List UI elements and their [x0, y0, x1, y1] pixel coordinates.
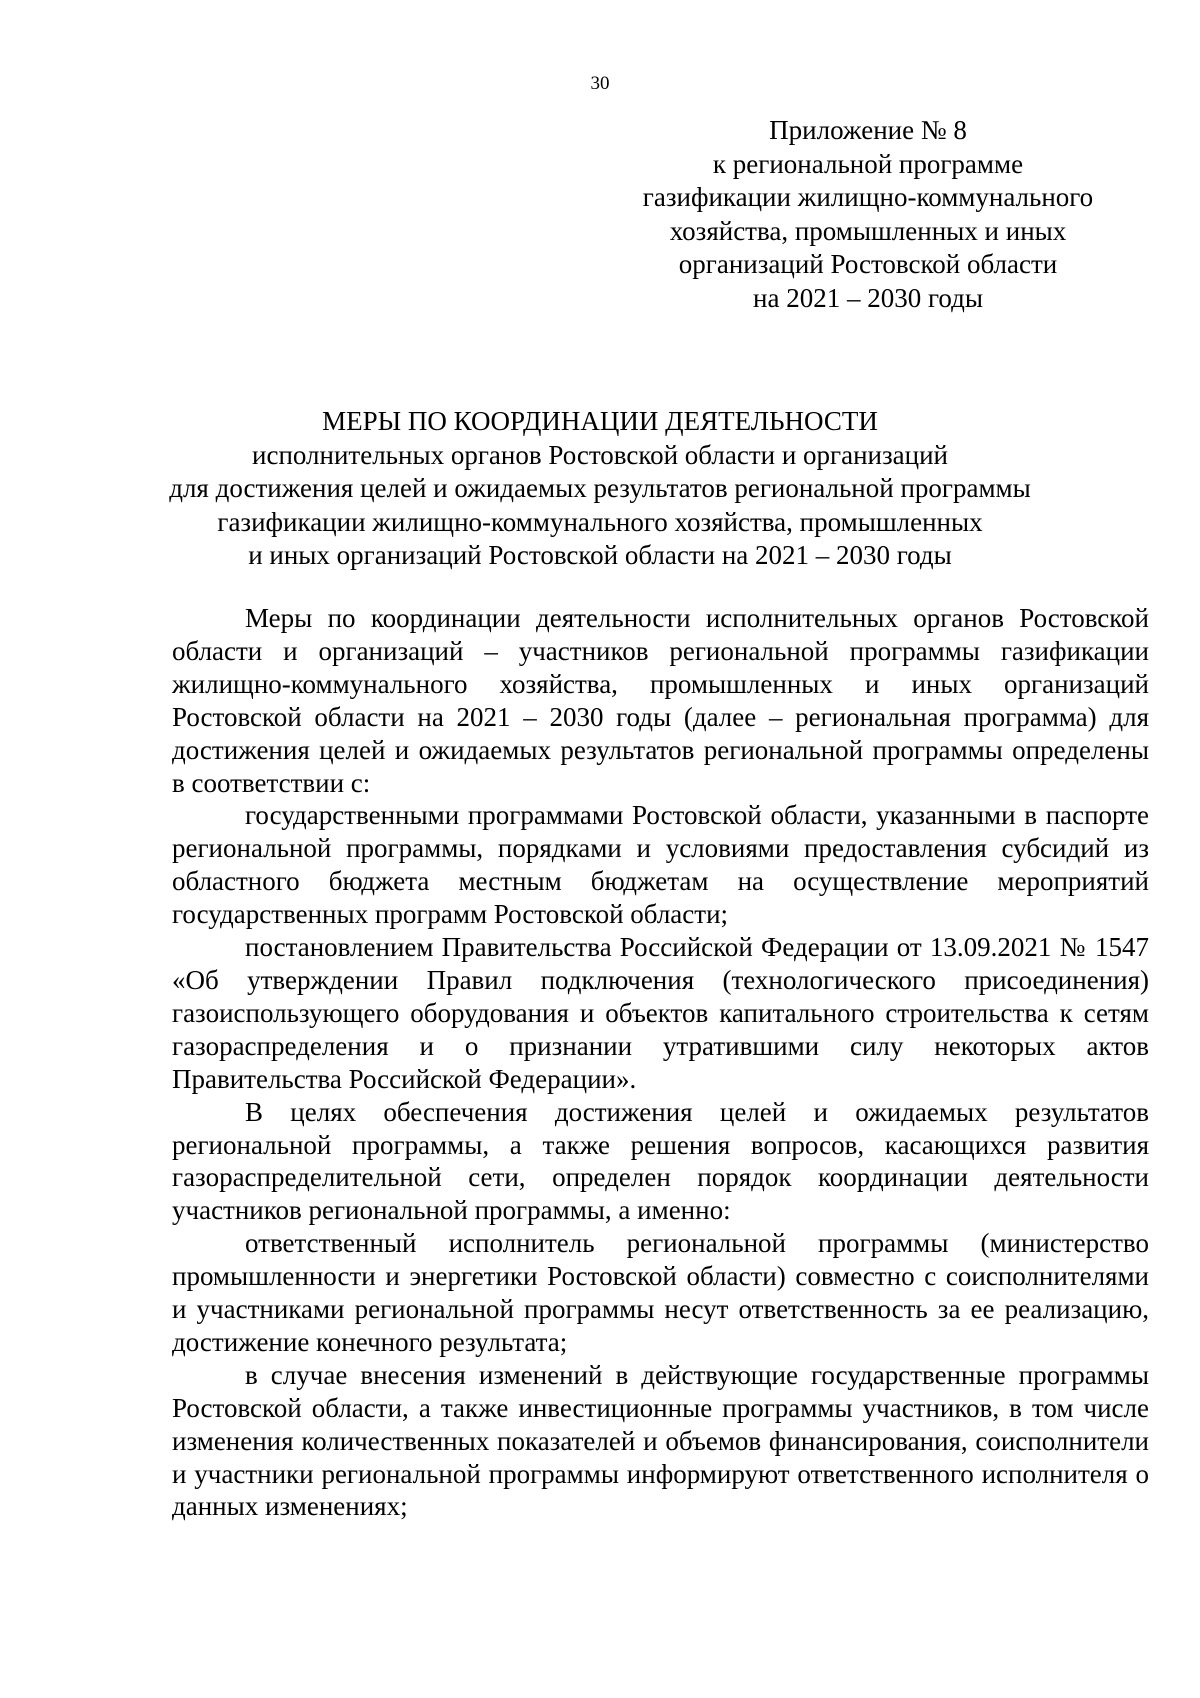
appendix-line: газификации жилищно-коммунального — [642, 182, 1094, 212]
title-subtitle-line: исполнительных органов Ростовской области и организаций — [252, 439, 948, 470]
title-subtitle-line: для достижения целей и ожидаемых результатов региональной программы — [169, 473, 1031, 503]
title-subtitle-line: газификации жилищно-коммунального хозяйства, промышленных — [217, 506, 983, 537]
appendix-line: хозяйства, промышленных и иных — [669, 215, 1067, 246]
document-title — [150, 405, 1050, 573]
appendix-line: организаций Ростовской области — [678, 249, 1058, 279]
paragraph-intro: Меры по координации деятельности исполнительных органов Ростовской области и организаций – участников региональной программы газификации жилищно-коммунального хозяйства, промышленных и иных организаций Ростовской области на 2021 – 2030 годы (далее – региональная программа) для достижения целей и ожидаемых результатов региональной программы определены в соответствии с: — [172, 603, 1149, 798]
title-heading: МЕРЫ ПО КООРДИНАЦИИ ДЕЯТЕЛЬНОСТИ — [322, 406, 878, 436]
document-body — [172, 602, 1149, 1523]
appendix-header — [638, 114, 1098, 315]
paragraph-responsible-executor: ответственный исполнитель региональной программы (министерство промышленности и энергетики Ростовской области) совместно с соисполнителями и участниками региональной программы несут ответственность за ее реализацию, достижение конечного результата; — [172, 1228, 1149, 1357]
appendix-line: на 2021 – 2030 годы — [753, 282, 983, 313]
paragraph-coordination-order: В целях обеспечения достижения целей и ожидаемых результатов региональной программы, а также решения вопросов, касающихся развития газораспределительной сети, определен порядок координации деятельности участников региональной программы, а именно: — [172, 1096, 1149, 1226]
paragraph-changes: в случае внесения изменений в действующие государственные программы Ростовской области, а также инвестиционные программы участников, в том числе изменения количественных показателей и объемов финансирования, соисполнители и участники региональной программы информируют ответственного исполнителя о данных изменениях; — [172, 1359, 1149, 1522]
paragraph-government-decree: постановлением Правительства Российской Федерации от 13.09.2021 № 1547 «Об утверждении Правил подключения (технологического присоединения) газоиспользующего оборудования и объектов капитального строительства к сетям газораспределения и о признании утратившими силу некоторых актов Правительства Российской Федерации». — [172, 932, 1149, 1094]
appendix-line: к региональной программе — [712, 148, 1024, 179]
page-number: 30 — [590, 73, 610, 94]
appendix-line: Приложение № 8 — [769, 115, 967, 145]
title-subtitle-line: и иных организаций Ростовской области на 2021 – 2030 годы — [248, 540, 952, 570]
paragraph-state-programs: государственными программами Ростовской области, указанными в паспорте региональной программы, порядками и условиями предоставления субсидий из областного бюджета местным бюджетам на осуществление мероприятий государственных программ Ростовской области; — [172, 800, 1149, 930]
